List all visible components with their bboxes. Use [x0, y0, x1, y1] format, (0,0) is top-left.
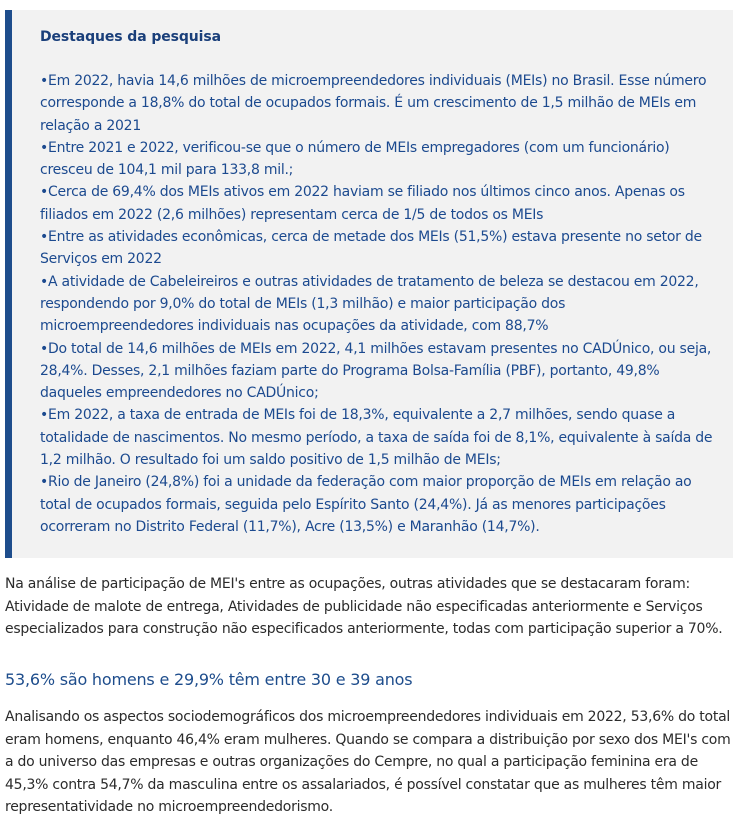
highlight-item: •A atividade de Cabeleireiros e outras atividades de tratamento de beleza se destacou em 2022, respondendo por 9,0% do total de MEIs (1,3 milhão) e maior participação dos microempreendedores individuais nas ocupações da atividade, com 88,7%: [40, 273, 699, 335]
highlight-item: •Cerca de 69,4% dos MEIs ativos em 2022 haviam se filiado nos últimos cinco anos. Apenas os filiados em 2022 (2,6 milhões) representam cerca de 1/5 de todos os MEIs: [40, 184, 685, 223]
highlight-item: •Em 2022, a taxa de entrada de MEIs foi de 18,3%, equivalente a 2,7 milhões, sendo quase a totalidade de nascimentos. No mesmo período, a taxa de saída foi de 8,1%, equivalente à saída de 1,2 milhão. O resultado foi um saldo positivo de 1,5 milhão de MEIs;: [40, 407, 713, 469]
highlight-item: •Do total de 14,6 milhões de MEIs em 2022, 4,1 milhões estavam presentes no CADÚnico, ou seja, 28,4%. Desses, 2,1 milhões faziam parte do Programa Bolsa-Família (PBF), portanto, 49,8% daqueles empreendedores no CADÚnico;: [40, 340, 712, 402]
highlights-box: [5, 10, 733, 558]
highlights-list: [40, 70, 716, 538]
section-heading: 53,6% são homens e 29,9% têm entre 30 e 39 anos: [5, 670, 413, 689]
highlight-item: •Entre 2021 e 2022, verificou-se que o número de MEIs empregadores (com um funcionário) cresceu de 104,1 mil para 133,8 mil.;: [40, 139, 670, 179]
demographics-paragraph: Analisando os aspectos sociodemográficos dos microempreendedores individuais em 2022, 53,6% do total eram homens, enquanto 46,4% eram mulheres. Quando se compara a distribuição por sexo dos MEI's com a do universo das empresas e outras organizações do Cempre, no qual a participação feminina era de 45,3% contra 54,7% da masculina entre os assalariados, é possível constatar que as mulheres têm maior representatividade no microempreendedorismo.: [5, 709, 731, 815]
highlight-item: •Em 2022, havia 14,6 milhões de microempreendedores individuais (MEIs) no Brasil. Esse número corresponde a 18,8% do total de ocupados formais. É um crescimento de 1,5 milhão de MEIs em relação a 2021: [40, 73, 707, 134]
highlight-item: •Entre as atividades econômicas, cerca de metade dos MEIs (51,5%) estava presente no setor de Serviços em 2022: [40, 229, 702, 268]
highlight-item: •Rio de Janeiro (24,8%) foi a unidade da federação com maior proporção de MEIs em relação ao total de ocupados formais, seguida pelo Espírito Santo (24,4%). Já as menores participações ocorreram no Distrito Federal (11,7%), Acre (13,5%) e Maranhão (14,7%).: [40, 474, 692, 535]
occupations-paragraph: Na análise de participação de MEI's entre as ocupações, outras atividades que se destacaram foram: Atividade de malote de entrega, Atividades de publicidade não especificadas anteriormente e Serviços especializados para construção não especificados anteriormente, todas com participação superior a 70%.: [5, 576, 723, 637]
highlights-title: Destaques da pesquisa: [40, 29, 221, 45]
